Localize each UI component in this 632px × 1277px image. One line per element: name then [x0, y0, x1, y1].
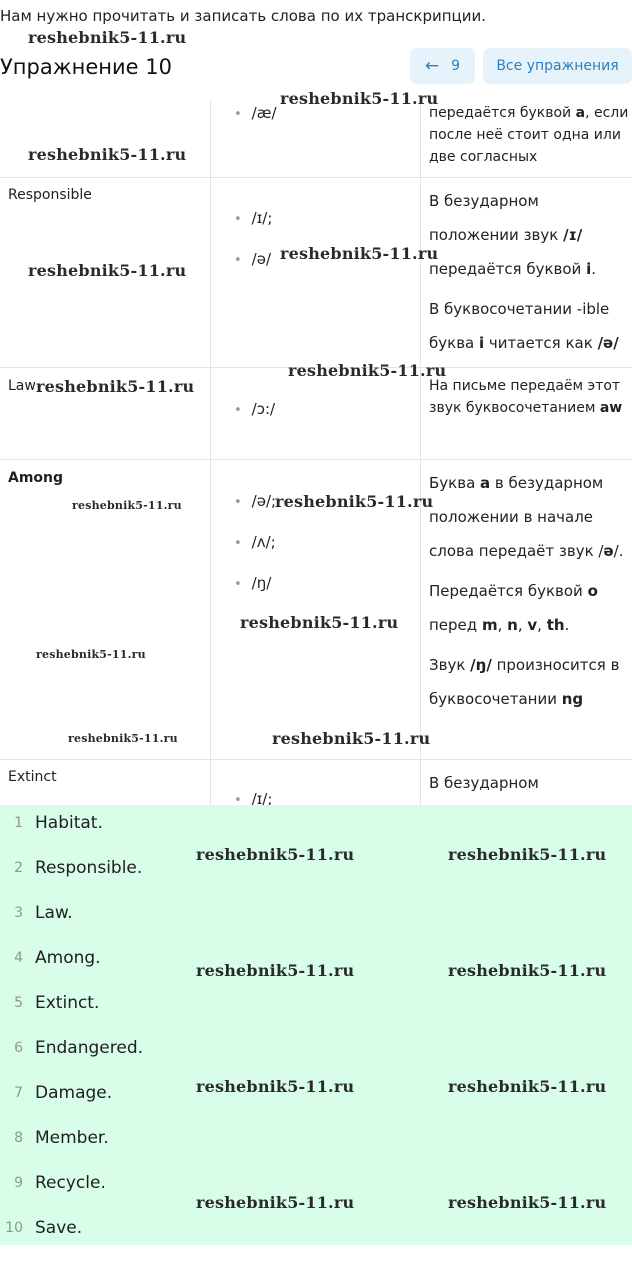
- transcription-item: • /ə/: [234, 250, 272, 268]
- transcription-item: • /ɪ/;: [234, 209, 273, 227]
- watermark: reshebnik5-11.ru: [68, 732, 178, 745]
- watermark: reshebnik5-11.ru: [288, 361, 447, 380]
- word-cell: Extinct: [8, 769, 57, 785]
- watermark: reshebnik5-11.ru: [28, 145, 187, 164]
- watermark: reshebnik5-11.ru: [275, 492, 434, 511]
- explanation-text: передаётся буквой a, если после неё стоит одна или две согласных: [429, 105, 629, 165]
- word-cell: Law: [8, 378, 36, 394]
- watermark: reshebnik5-11.ru: [240, 613, 399, 632]
- column-divider: [420, 100, 421, 805]
- transcription-item: • /ŋ/: [234, 574, 272, 592]
- watermark: reshebnik5-11.ru: [28, 28, 187, 47]
- explanation-text: Буква a в безударном положении в начале слова передаёт звук /ə/. Передаётся буквой o перед m, n, v, th. Звук /ŋ/ произносится в буквосочетании ng: [429, 474, 624, 708]
- explanation-text: В безударном положении звук /ɪ/ передаётся буквой i. В буквосочетании -ible буква i читается как /ə/: [429, 192, 619, 352]
- prev-exercise-button[interactable]: [410, 48, 475, 84]
- watermark: reshebnik5-11.ru: [196, 961, 355, 980]
- row-divider: [0, 459, 632, 460]
- answer-item: 3 Law.: [14, 903, 73, 923]
- watermark: reshebnik5-11.ru: [196, 1077, 355, 1096]
- transcription-item: • /ʌ/;: [234, 533, 276, 551]
- watermark: reshebnik5-11.ru: [72, 499, 182, 512]
- answer-item: 10 Save.: [5, 1218, 83, 1238]
- explanation-text: В безударном: [429, 774, 539, 792]
- word-cell: Among: [8, 470, 64, 486]
- answer-item: 5 Extinct.: [14, 993, 100, 1013]
- watermark: reshebnik5-11.ru: [272, 729, 431, 748]
- arrow-left-icon: ←: [424, 55, 440, 76]
- watermark: reshebnik5-11.ru: [280, 244, 439, 263]
- column-divider: [210, 100, 211, 805]
- all-exercises-button[interactable]: Все упражнения: [483, 48, 632, 84]
- watermark: reshebnik5-11.ru: [196, 1193, 355, 1212]
- page-title: Упражнение 10: [0, 55, 172, 79]
- answer-item: 6 Endangered.: [14, 1038, 144, 1058]
- watermark: reshebnik5-11.ru: [36, 648, 146, 661]
- answer-item: 4 Among.: [14, 948, 101, 968]
- answers-panel: [0, 805, 632, 1245]
- watermark: reshebnik5-11.ru: [448, 845, 607, 864]
- transcription-item: • /ɪ/;: [234, 790, 273, 805]
- watermark: reshebnik5-11.ru: [448, 961, 607, 980]
- row-divider: [0, 177, 632, 178]
- explanation-text: На письме передаём этот звук буквосочетанием aw: [429, 378, 623, 416]
- answer-item: 2 Responsible.: [14, 858, 143, 878]
- watermark: reshebnik5-11.ru: [36, 377, 195, 396]
- answer-item: 9 Recycle.: [14, 1173, 106, 1193]
- row-divider: [0, 759, 632, 760]
- watermark: reshebnik5-11.ru: [448, 1193, 607, 1212]
- word-cell: Responsible: [8, 187, 92, 203]
- watermark: reshebnik5-11.ru: [196, 845, 355, 864]
- watermark: reshebnik5-11.ru: [28, 261, 187, 280]
- transcription-item: • /æ/: [234, 104, 277, 122]
- transcription-item: • /ə/;: [234, 492, 277, 510]
- transcription-table: [0, 100, 632, 805]
- answer-item: 7 Damage.: [14, 1083, 113, 1103]
- watermark: reshebnik5-11.ru: [448, 1077, 607, 1096]
- answer-item: 1 Habitat.: [14, 813, 103, 833]
- prev-exercise-label: 9: [451, 58, 461, 74]
- transcription-item: • /ɔ:/: [234, 400, 276, 418]
- answer-item: 8 Member.: [14, 1128, 109, 1148]
- intro-text: Нам нужно прочитать и записать слова по их транскрипции.: [0, 7, 486, 25]
- watermark: reshebnik5-11.ru: [280, 89, 439, 108]
